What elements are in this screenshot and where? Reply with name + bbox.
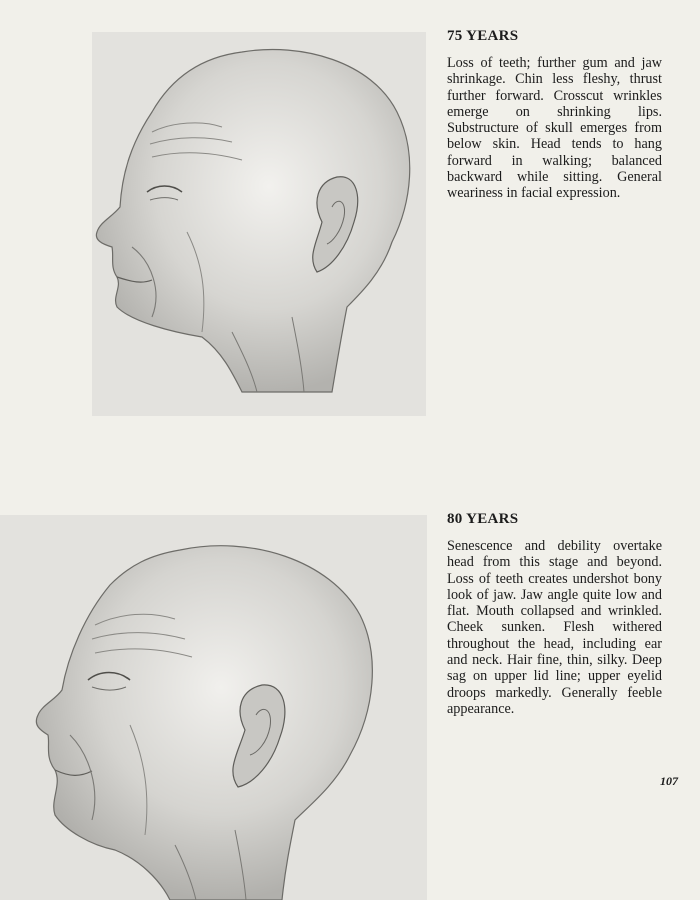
heading-75-years: 75 YEARS [447,28,519,44]
section-80-years [447,511,662,717]
heading-80-years: 80 YEARS [447,511,519,527]
description-80-years: Senescence and debility overtake head from this stage and beyond. Loss of teeth creates undershot bony look of jaw. Jaw angle quite low and flat. Mouth collapsed and wrinkled. Cheek sunken. Flesh withered throughout the head, including ear and neck. Hair fine, thin, silky. Deep sag on upper lid line; upper eyelid droops markedly. Generally feeble appearance. [447,538,662,717]
section-75-years [447,28,662,202]
page-number: 107 [660,774,678,788]
illustration-75-years [92,32,426,416]
head-drawing-75 [92,32,426,416]
head-drawing-80 [0,515,427,900]
illustration-80-years [0,515,427,900]
description-75-years: Loss of teeth; further gum and jaw shrinkage. Chin less fleshy, thrust further forward. Crosscut wrinkles emerge on shrinking lips. Substructure of skull emerges from below skin. Head tends to hang forward in walking; balanced backward while sitting. General weariness in facial expression. [447,55,662,202]
